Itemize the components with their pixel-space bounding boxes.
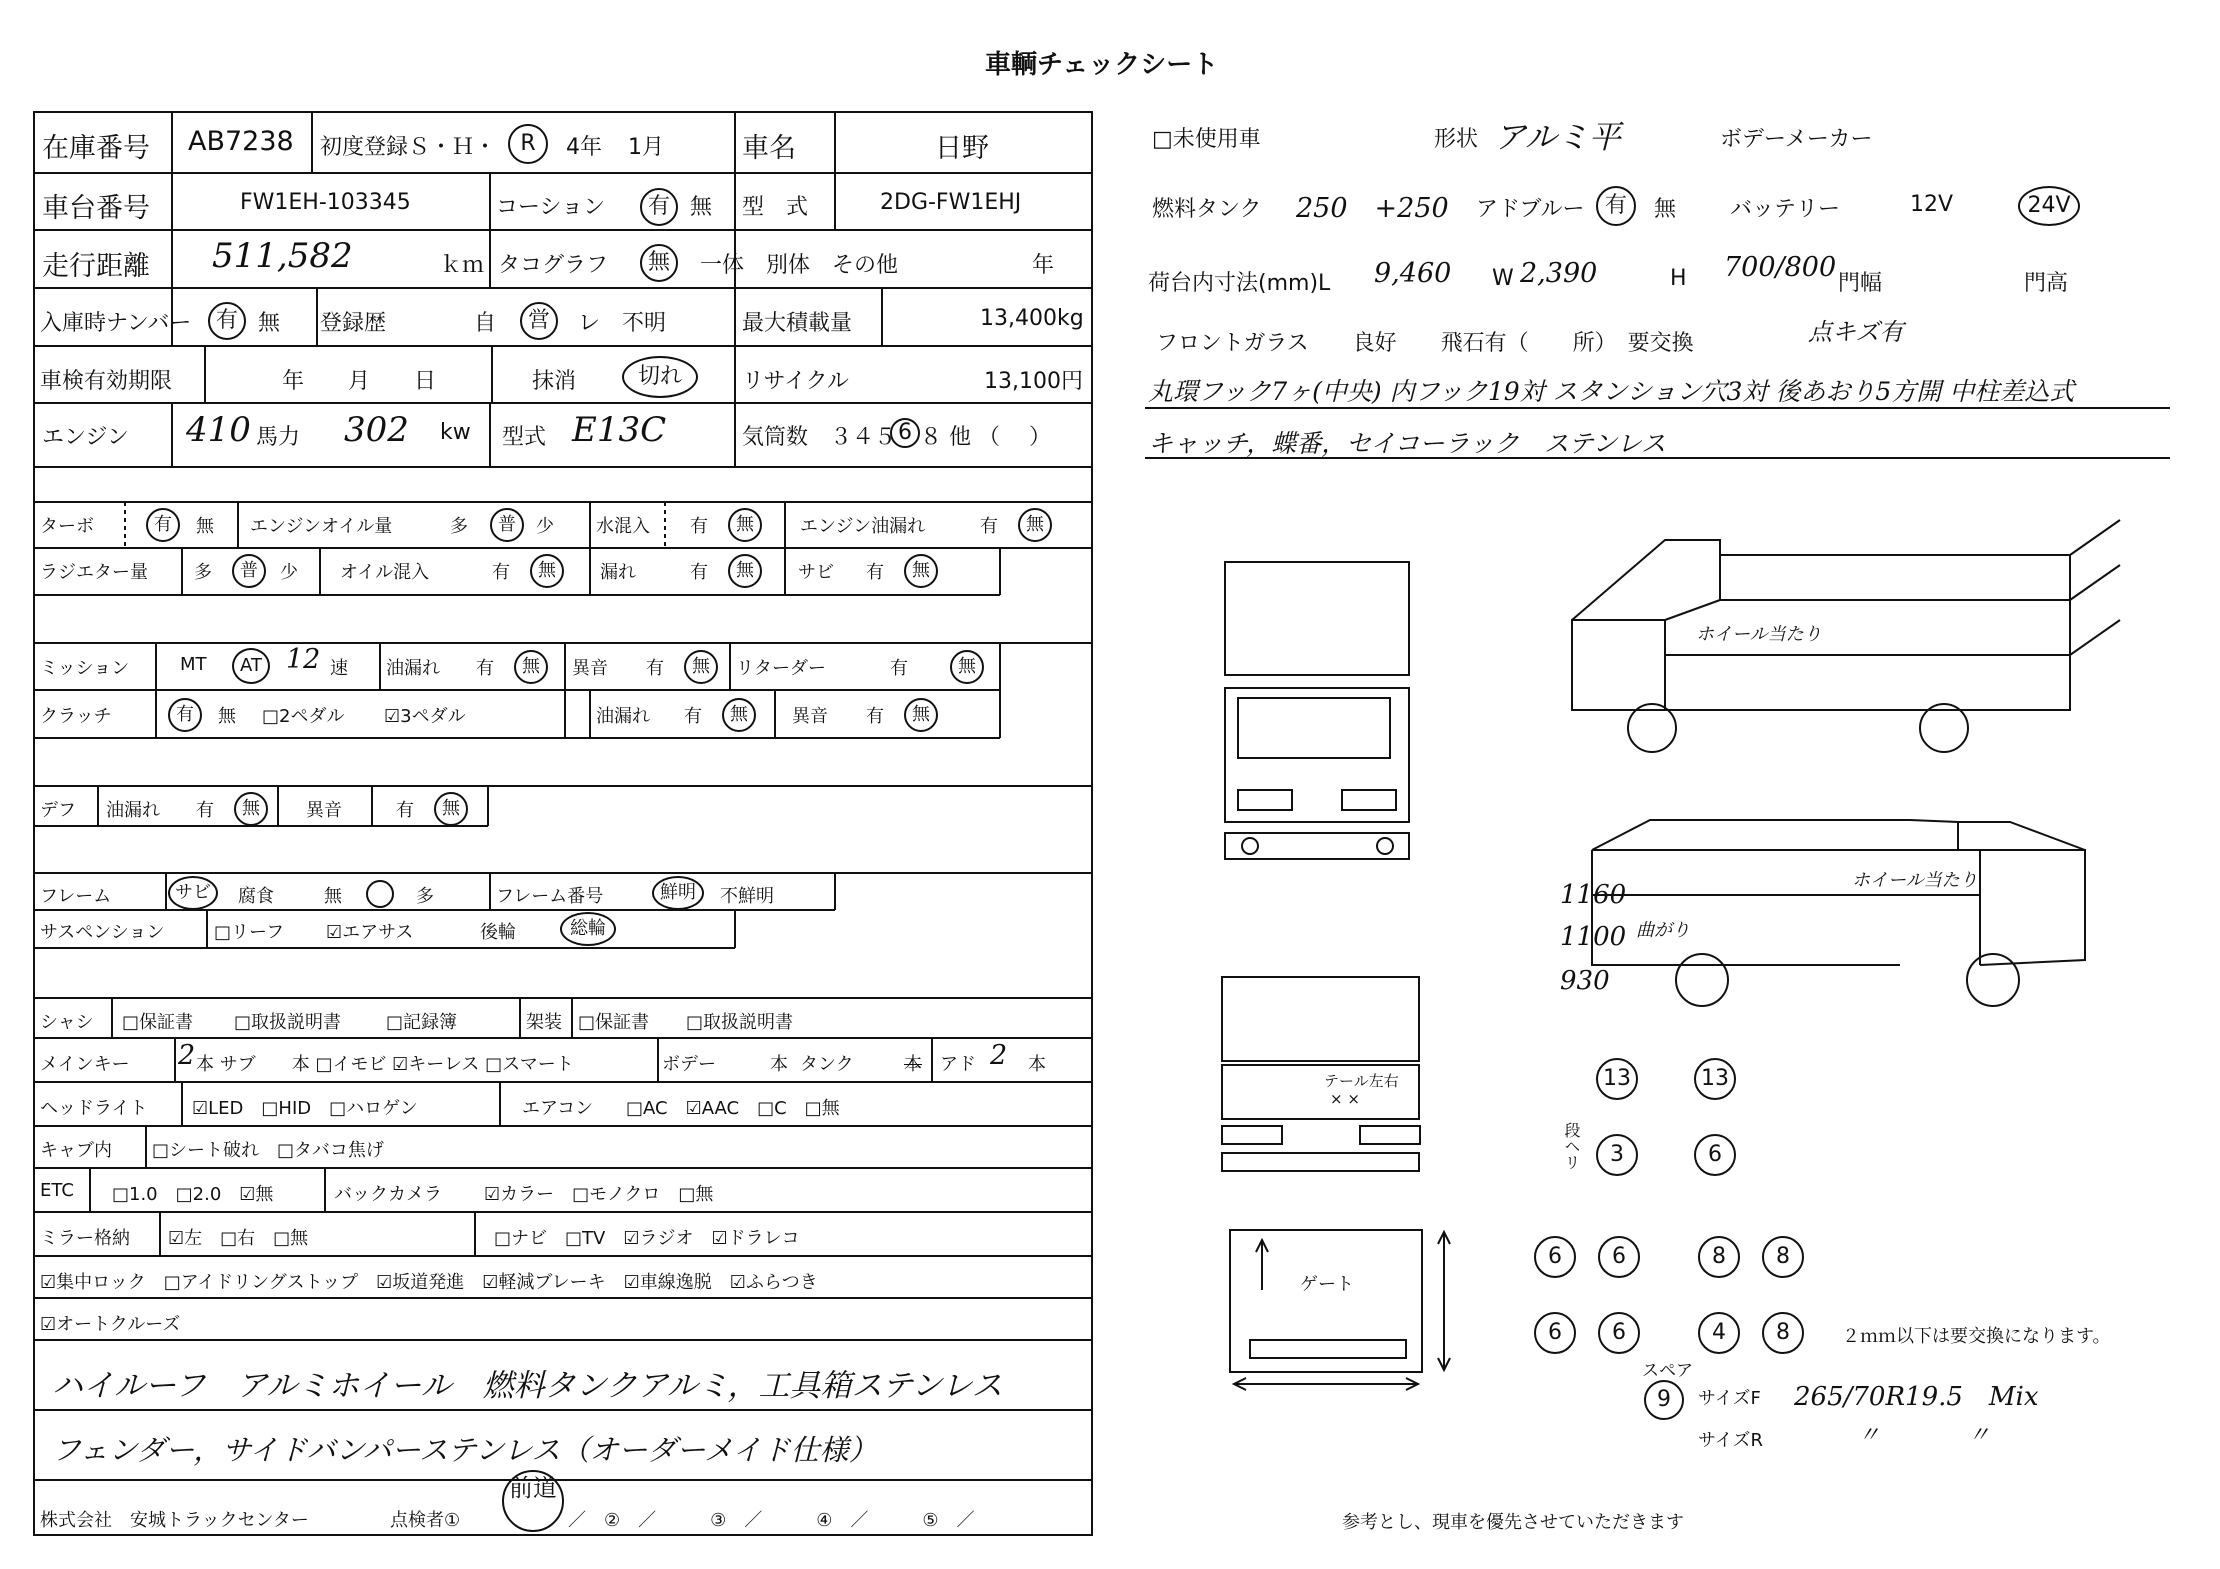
aircon-opts: □AC ☑AAC □C □無 (626, 1098, 840, 1119)
clutch-ion-label: 異音 (792, 706, 828, 727)
shamei-value: 日野 (935, 133, 989, 164)
toroku-label: 登録歴 (320, 311, 387, 336)
sokou-unit: ｋｍ (440, 253, 485, 278)
dim-w: 2,390 (1520, 258, 1598, 289)
diff-ion-label: 異音 (306, 800, 342, 821)
shaken-ymd: 年 月 日 (282, 369, 437, 394)
tire-second-left: 3 (1596, 1134, 1638, 1176)
mission-mt: MT (180, 654, 207, 675)
more-label: 漏れ (600, 562, 636, 583)
dims-label: 荷台内寸法(mm)L (1148, 271, 1331, 296)
diff-ion-yes: 有 (396, 800, 414, 821)
engine-hand: 410 (186, 410, 251, 450)
tire-r4-4: 8 (1762, 1312, 1804, 1354)
keishiki-label: 型式 (502, 425, 547, 450)
size-f-label: サイズF (1698, 1388, 1761, 1409)
ado-hand: 2 (990, 1040, 1008, 1071)
diff-label: デフ (40, 800, 76, 821)
dim-l: 9,460 (1374, 258, 1452, 289)
oilmix-no: 無 (530, 554, 564, 588)
mainkey-rest: 本 サブ 本 □イモビ ☑キーレス □スマート (196, 1054, 574, 1075)
tire-r3-4: 8 (1762, 1236, 1804, 1278)
inspector-label: 点検者① (390, 1510, 461, 1531)
ado-label: アド (940, 1054, 976, 1075)
hand-line-2: キャッチ，蝶番，セイコーラック ステンレス (1148, 429, 1666, 458)
toroku-ji: 自 (474, 311, 497, 336)
two-mm-note: ２ｍｍ以下は要交換になります。 (1842, 1326, 2111, 1347)
coating-no: 無 (690, 195, 713, 220)
glass-label: フロントガラス 良好 飛石有（ 所） 要交換 (1156, 331, 1694, 356)
mission-at: AT (232, 648, 270, 684)
aircon-label: エアコン (522, 1098, 594, 1119)
tire-r4-3: 4 (1698, 1312, 1740, 1354)
company-name: 株式会社 安城トラックセンター (40, 1510, 309, 1531)
speed-hand: 12 (286, 644, 321, 675)
eoil-leak-no: 無 (1018, 508, 1052, 542)
clutch-leak-label: 油漏れ (596, 706, 650, 727)
eoil-fu: 普 (490, 508, 524, 542)
taco-opts: 一体 別体 その他 (700, 253, 899, 278)
diff-leak-no: 無 (234, 792, 268, 826)
sokou-value: 511,582 (212, 236, 353, 276)
mainkey-hand: 2 (178, 1040, 196, 1071)
kitou-label: 気筒数 ３４５ (742, 425, 897, 450)
mission-leak-label: 油漏れ (386, 658, 440, 679)
eoil-ta: 多 (450, 516, 468, 537)
tank-label: タンク (800, 1054, 854, 1075)
kata-value: 2DG-FW1EHJ (880, 190, 1022, 215)
tire-r4-2: 6 (1598, 1312, 1640, 1354)
fushoku-mu: 無 (324, 886, 342, 907)
diff-ion-no: 無 (434, 792, 468, 826)
taco-year: 年 (1032, 253, 1055, 278)
body-label: ボデー (662, 1054, 716, 1075)
sokou-label: 走行距離 (42, 251, 150, 282)
size-r-label: サイズR (1698, 1430, 1764, 1451)
etc-label: ETC (40, 1180, 74, 1201)
dim-h: 700/800 (1724, 252, 1837, 283)
nyuko-yes: 有 (208, 302, 246, 340)
maker-label: ボデーメーカー (1720, 127, 1873, 152)
sabi-yes: 有 (866, 562, 884, 583)
rad-ta: 多 (194, 562, 212, 583)
eoil-leak-yes: 有 (980, 516, 998, 537)
mission-label: ミッション (40, 658, 130, 679)
clutch-leak-yes: 有 (684, 706, 702, 727)
saidai-value: 13,400kg (980, 306, 1084, 331)
kaso-label: 架装 (526, 1012, 562, 1033)
shodo-label: 初度登録Ｓ・Ｈ・ (320, 135, 497, 160)
note-line-1: ハイルーフ アルミホイール 燃料タンクアルミ，工具箱ステンレス (52, 1368, 1003, 1404)
mission-leak-yes: 有 (476, 658, 494, 679)
battery-24v: 24V (2018, 186, 2080, 226)
chassis-hosho: □保証書 (122, 1012, 194, 1033)
nyuko-label: 入庫時ナンバー (40, 311, 192, 336)
oilmix-label: オイル混入 (340, 562, 430, 583)
more-no: 無 (728, 554, 762, 588)
navi-opts: □ナビ □TV ☑ラジオ ☑ドラレコ (494, 1228, 800, 1249)
unused-checkbox: □未使用車 (1152, 127, 1261, 152)
coating-yes: 有 (640, 188, 678, 226)
retarder-yes: 有 (890, 658, 908, 679)
gate-label: ゲート (1300, 1274, 1354, 1295)
shadai-value: FW1EH-103345 (240, 190, 411, 215)
nyuko-no: 無 (258, 311, 281, 336)
ado-hon: 本 (1028, 1054, 1046, 1075)
suspension-sourin: 総輪 (560, 912, 616, 946)
mission-ion-label: 異音 (572, 658, 608, 679)
backcam-opts: ☑カラー □モノクロ □無 (484, 1184, 714, 1205)
size-r-hand: 〃 〃 (1858, 1423, 1991, 1448)
frame-fusenmei: 不鮮明 (720, 886, 774, 907)
clutch-yes: 有 (168, 698, 202, 732)
mizu-no: 無 (728, 508, 762, 542)
era-circled: R (508, 124, 548, 164)
dim-h-label: H (1670, 266, 1687, 291)
suspension-label: サスペンション (40, 922, 165, 943)
monhaba: 門幅 (1838, 271, 1883, 296)
turbo-yes: 有 (146, 508, 180, 542)
mission-ion-yes: 有 (646, 658, 664, 679)
rad-sho: 少 (280, 562, 298, 583)
frame-sabi: サビ (168, 876, 218, 910)
sengiri-note: 段ヘリ (1562, 1122, 1581, 1170)
shape-hand: アルミ平 (1494, 118, 1621, 156)
oilmix-yes: 有 (492, 562, 510, 583)
retarder-label: リターダー (736, 658, 826, 679)
mizu-yes: 有 (690, 516, 708, 537)
kitou-six: 6 (890, 418, 920, 448)
toroku-rest: レ 不明 (578, 311, 667, 336)
kitou-rest: ８ 他 （ ） (920, 425, 1051, 450)
clutch-ion-yes: 有 (866, 706, 884, 727)
adblue-label: アドブルー (1476, 197, 1585, 222)
bariki-label: 馬力 (256, 425, 301, 450)
kaso-torisetsu: □取扱説明書 (686, 1012, 794, 1033)
recycle-label: リサイクル (742, 369, 849, 394)
rad-label: ラジエター量 (40, 562, 148, 583)
mission-leak-no: 無 (514, 650, 548, 684)
eoil-label: エンジンオイル量 (250, 516, 393, 537)
fuel-label: 燃料タンク (1152, 197, 1262, 222)
engine-label: エンジン (42, 425, 129, 450)
wheel-note-top: ホイール当たり (1696, 624, 1822, 645)
turbo-no: 無 (196, 516, 214, 537)
chassis-torisetsu: □取扱説明書 (234, 1012, 342, 1033)
cab-label: キャブ内 (40, 1140, 112, 1161)
rear-marks: × × (1330, 1090, 1360, 1108)
chassis-label: シャシ (40, 1012, 94, 1033)
frame-no-label: フレーム番号 (496, 886, 604, 907)
monko: 門高 (2024, 271, 2069, 296)
kata-label: 型 式 (742, 195, 809, 220)
zaiko-value: AB7238 (188, 126, 294, 157)
kaso-hosho: □保証書 (578, 1012, 650, 1033)
fushoku-ta: 多 (416, 886, 434, 907)
masshou-label: 抹消 (532, 369, 577, 394)
mainkey-label: メインキー (40, 1054, 130, 1075)
sabi-label: サビ (798, 562, 834, 583)
retarder-no: 無 (950, 650, 984, 684)
shodo-year: 4年 (566, 135, 602, 160)
eoil-sho: 少 (536, 516, 554, 537)
coating-label: コーション (496, 195, 606, 220)
size-f-hand: 265/70R19.5 Mix (1794, 1382, 2039, 1412)
height-930: 930 (1560, 966, 1610, 996)
fushoku-label: 腐食 (238, 886, 274, 907)
adblue-yes: 有 (1596, 186, 1636, 226)
adblue-no: 無 (1654, 197, 1677, 222)
two-pedal: □2ペダル (262, 706, 345, 727)
mizu-label: 水混入 (596, 516, 650, 537)
kireta: 切れ (622, 356, 698, 398)
mirror-opts: ☑左 □右 □無 (168, 1228, 309, 1249)
zaiko-label: 在庫番号 (42, 133, 150, 164)
soku-label: 速 (330, 658, 348, 679)
tire-r3-3: 8 (1698, 1236, 1740, 1278)
shadai-label: 車台番号 (42, 193, 150, 224)
clutch-leak-no: 無 (722, 698, 756, 732)
sabi-no: 無 (904, 554, 938, 588)
saidai-label: 最大積載量 (742, 311, 853, 336)
eoil-leak-label: エンジン油漏れ (800, 516, 926, 537)
body-hon: 本 (770, 1054, 788, 1075)
options-row: ☑集中ロック □アイドリングストップ ☑坂道発進 ☑軽減ブレーキ ☑車線逸脱 ☑ふらつき (40, 1272, 818, 1293)
recycle-value: 13,100円 (984, 369, 1083, 394)
kw-unit: kw (440, 420, 471, 445)
frame-senmei: 鮮明 (652, 876, 704, 910)
three-pedal: ☑3ペダル (384, 706, 466, 727)
cruise: ☑オートクルーズ (40, 1314, 181, 1335)
page-title: 車輌チェックシート (985, 50, 1219, 80)
battery-12v: 12V (1910, 192, 1954, 217)
fushoku-circle (366, 880, 394, 908)
tire-r4-1: 6 (1534, 1312, 1576, 1354)
hand-line-1: 丸環フック7ヶ(中央) 内フック19対 スタンション穴3対 後あおり5方開 中柱差込式 (1148, 377, 2075, 406)
tire-front-left: 13 (1596, 1058, 1638, 1100)
toroku-ei: 営 (520, 302, 558, 340)
shape-label: 形状 (1434, 127, 1479, 152)
headlight-label: ヘッドライト (40, 1098, 148, 1119)
rear-text: テール左右 (1324, 1072, 1399, 1090)
shaken-label: 車検有効期限 (40, 369, 173, 394)
glass-hand: 点キズ有 (1808, 318, 1904, 346)
tire-second-right: 6 (1694, 1134, 1736, 1176)
dim-w-label: W (1492, 266, 1514, 291)
taco-mu: 無 (640, 244, 678, 282)
shamei-label: 車名 (742, 133, 796, 164)
clutch-label: クラッチ (40, 706, 112, 727)
tire-r3-2: 6 (1598, 1236, 1640, 1278)
mission-ion-no: 無 (684, 650, 718, 684)
suspension-kourin: 後輪 (480, 922, 516, 943)
height-1160: 1160 (1560, 880, 1627, 910)
clutch-no: 無 (218, 706, 236, 727)
headlight-opts: ☑LED □HID □ハロゲン (192, 1098, 418, 1119)
spare-label: スペア (1642, 1361, 1693, 1381)
fuel-hand: 250 +250 (1296, 193, 1449, 224)
battery-label: バッテリー (1730, 197, 1841, 222)
turbo-label: ターボ (40, 516, 94, 537)
suspension-air: ☑エアサス (326, 922, 414, 943)
diff-leak-label: 油漏れ (106, 800, 160, 821)
inspector-rest: ／ ② ／ ③ ／ ④ ／ ⑤ ／ (568, 1510, 975, 1531)
frame-label: フレーム (40, 886, 112, 907)
inspector-stamp: 前道 (502, 1470, 564, 1532)
cab-opts: □シート破れ □タバコ焦げ (152, 1140, 384, 1161)
disclaimer: 参考とし、現車を優先させていただきます (1342, 1512, 1684, 1533)
height-1100: 1100 (1560, 922, 1627, 952)
mirror-label: ミラー格納 (40, 1228, 130, 1249)
spare-value: 9 (1644, 1380, 1684, 1420)
diff-leak-yes: 有 (196, 800, 214, 821)
clutch-ion-no: 無 (904, 698, 938, 732)
tire-front-right: 13 (1694, 1058, 1736, 1100)
suspension-leaf: □リーフ (214, 922, 285, 943)
bariki-hand: 302 (344, 410, 409, 450)
wheel-note-side: ホイール当たり (1852, 870, 1978, 891)
etc-opts: □1.0 □2.0 ☑無 (112, 1184, 274, 1205)
more-yes: 有 (690, 562, 708, 583)
keishiki-hand: E13C (572, 410, 667, 450)
tank-hon: 本 (904, 1054, 922, 1075)
taco-label: タコグラフ (498, 253, 609, 278)
rad-fu: 普 (232, 554, 266, 588)
magari-note: 曲がり (1636, 920, 1690, 941)
backcam-label: バックカメラ (334, 1184, 442, 1205)
shodo-month: 1月 (628, 135, 664, 160)
note-line-2: フェンダー，サイドバンパーステンレス（オーダーメイド仕様） (52, 1433, 878, 1467)
tire-r3-1: 6 (1534, 1236, 1576, 1278)
chassis-kiroku: □記録簿 (386, 1012, 458, 1033)
